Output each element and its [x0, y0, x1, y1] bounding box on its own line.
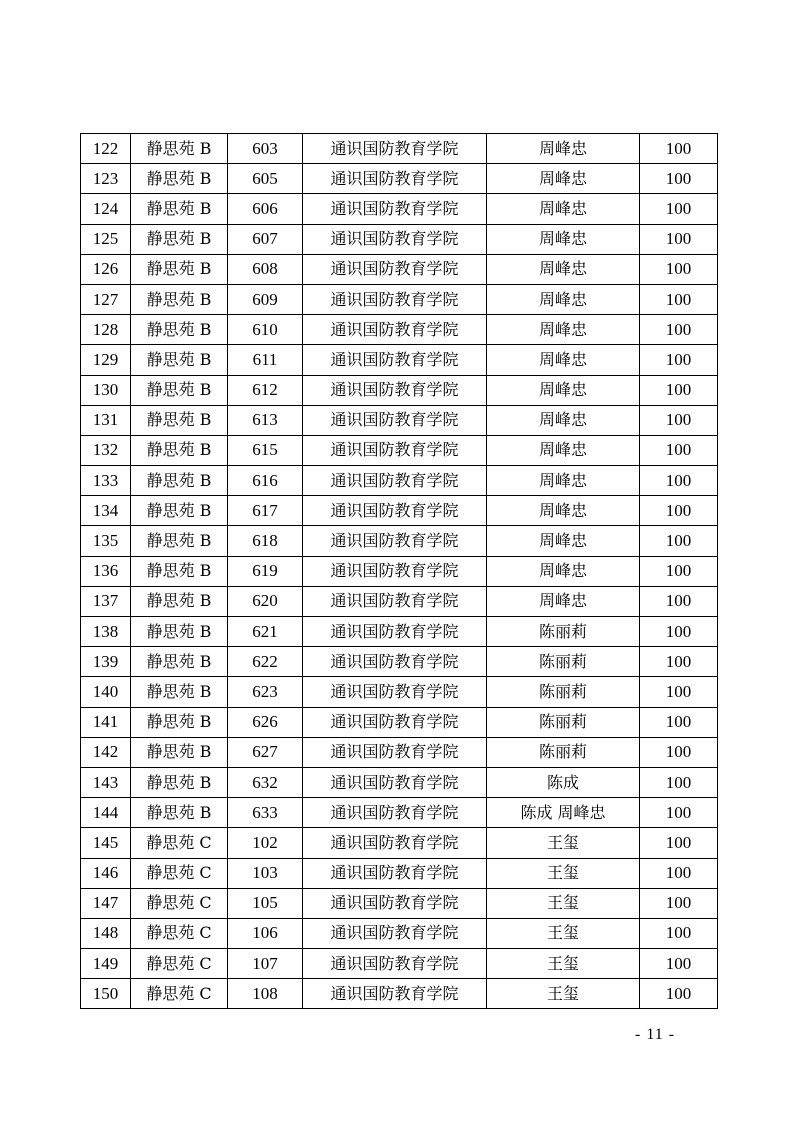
row-index-cell: 128 [81, 315, 131, 345]
score-cell: 100 [640, 707, 718, 737]
college-cell: 通识国防教育学院 [303, 586, 487, 616]
table-row [81, 284, 718, 314]
room-cell: 612 [228, 375, 303, 405]
score-cell: 100 [640, 617, 718, 647]
table-row [81, 315, 718, 345]
college-cell: 通识国防教育学院 [303, 707, 487, 737]
building-cell: 静思苑 B [131, 466, 228, 496]
score-cell: 100 [640, 737, 718, 767]
row-index-cell: 123 [81, 164, 131, 194]
row-index-cell: 148 [81, 918, 131, 948]
person-cell: 陈丽莉 [487, 707, 640, 737]
score-cell: 100 [640, 586, 718, 616]
room-cell: 607 [228, 224, 303, 254]
college-cell: 通识国防教育学院 [303, 254, 487, 284]
person-cell: 周峰忠 [487, 375, 640, 405]
college-cell: 通识国防教育学院 [303, 164, 487, 194]
college-cell: 通识国防教育学院 [303, 617, 487, 647]
row-index-cell: 144 [81, 798, 131, 828]
score-cell: 100 [640, 979, 718, 1009]
person-cell: 周峰忠 [487, 224, 640, 254]
room-cell: 633 [228, 798, 303, 828]
building-cell: 静思苑 B [131, 586, 228, 616]
building-cell: 静思苑 B [131, 375, 228, 405]
college-cell: 通识国防教育学院 [303, 918, 487, 948]
room-cell: 103 [228, 858, 303, 888]
person-cell: 陈丽莉 [487, 617, 640, 647]
row-index-cell: 127 [81, 284, 131, 314]
score-cell: 100 [640, 405, 718, 435]
room-cell: 626 [228, 707, 303, 737]
college-cell: 通识国防教育学院 [303, 858, 487, 888]
score-cell: 100 [640, 435, 718, 465]
row-index-cell: 147 [81, 888, 131, 918]
person-cell: 周峰忠 [487, 194, 640, 224]
row-index-cell: 129 [81, 345, 131, 375]
college-cell: 通识国防教育学院 [303, 284, 487, 314]
person-cell: 周峰忠 [487, 435, 640, 465]
college-cell: 通识国防教育学院 [303, 194, 487, 224]
person-cell: 王玺 [487, 918, 640, 948]
building-cell: 静思苑 B [131, 496, 228, 526]
table-body [81, 134, 718, 1009]
college-cell: 通识国防教育学院 [303, 767, 487, 797]
college-cell: 通识国防教育学院 [303, 496, 487, 526]
score-cell: 100 [640, 466, 718, 496]
room-cell: 622 [228, 647, 303, 677]
score-cell: 100 [640, 858, 718, 888]
row-index-cell: 125 [81, 224, 131, 254]
row-index-cell: 150 [81, 979, 131, 1009]
room-cell: 621 [228, 617, 303, 647]
row-index-cell: 122 [81, 134, 131, 164]
person-cell: 周峰忠 [487, 466, 640, 496]
college-cell: 通识国防教育学院 [303, 435, 487, 465]
building-cell: 静思苑 B [131, 134, 228, 164]
person-cell: 王玺 [487, 858, 640, 888]
building-cell: 静思苑 B [131, 707, 228, 737]
room-cell: 632 [228, 767, 303, 797]
room-cell: 627 [228, 737, 303, 767]
table-row [81, 526, 718, 556]
college-cell: 通识国防教育学院 [303, 224, 487, 254]
room-cell: 610 [228, 315, 303, 345]
building-cell: 静思苑 C [131, 858, 228, 888]
table-row [81, 707, 718, 737]
table-row [81, 767, 718, 797]
building-cell: 静思苑 B [131, 284, 228, 314]
college-cell: 通识国防教育学院 [303, 737, 487, 767]
college-cell: 通识国防教育学院 [303, 526, 487, 556]
building-cell: 静思苑 C [131, 828, 228, 858]
score-cell: 100 [640, 254, 718, 284]
person-cell: 周峰忠 [487, 556, 640, 586]
table-row [81, 586, 718, 616]
table-row [81, 224, 718, 254]
table-row [81, 888, 718, 918]
room-cell: 620 [228, 586, 303, 616]
person-cell: 周峰忠 [487, 526, 640, 556]
score-cell: 100 [640, 647, 718, 677]
room-cell: 616 [228, 466, 303, 496]
table-row [81, 979, 718, 1009]
college-cell: 通识国防教育学院 [303, 375, 487, 405]
room-cell: 623 [228, 677, 303, 707]
row-index-cell: 131 [81, 405, 131, 435]
room-cell: 617 [228, 496, 303, 526]
college-cell: 通识国防教育学院 [303, 677, 487, 707]
college-cell: 通识国防教育学院 [303, 466, 487, 496]
table-row [81, 617, 718, 647]
room-cell: 611 [228, 345, 303, 375]
score-cell: 100 [640, 284, 718, 314]
college-cell: 通识国防教育学院 [303, 828, 487, 858]
building-cell: 静思苑 B [131, 556, 228, 586]
person-cell: 陈成 [487, 767, 640, 797]
building-cell: 静思苑 B [131, 164, 228, 194]
row-index-cell: 143 [81, 767, 131, 797]
room-cell: 102 [228, 828, 303, 858]
building-cell: 静思苑 B [131, 194, 228, 224]
person-cell: 周峰忠 [487, 586, 640, 616]
row-index-cell: 135 [81, 526, 131, 556]
table-row [81, 556, 718, 586]
table-row [81, 828, 718, 858]
row-index-cell: 137 [81, 586, 131, 616]
person-cell: 周峰忠 [487, 496, 640, 526]
person-cell: 周峰忠 [487, 405, 640, 435]
table-row [81, 496, 718, 526]
room-cell: 608 [228, 254, 303, 284]
building-cell: 静思苑 C [131, 918, 228, 948]
table-row [81, 677, 718, 707]
score-cell: 100 [640, 798, 718, 828]
college-cell: 通识国防教育学院 [303, 315, 487, 345]
building-cell: 静思苑 B [131, 737, 228, 767]
score-cell: 100 [640, 134, 718, 164]
room-cell: 605 [228, 164, 303, 194]
table-row [81, 405, 718, 435]
row-index-cell: 140 [81, 677, 131, 707]
room-cell: 619 [228, 556, 303, 586]
row-index-cell: 124 [81, 194, 131, 224]
person-cell: 陈丽莉 [487, 677, 640, 707]
room-cell: 107 [228, 949, 303, 979]
college-cell: 通识国防教育学院 [303, 798, 487, 828]
score-cell: 100 [640, 315, 718, 345]
person-cell: 周峰忠 [487, 254, 640, 284]
building-cell: 静思苑 B [131, 315, 228, 345]
room-cell: 106 [228, 918, 303, 948]
person-cell: 王玺 [487, 979, 640, 1009]
person-cell: 周峰忠 [487, 164, 640, 194]
building-cell: 静思苑 B [131, 526, 228, 556]
table-row [81, 466, 718, 496]
row-index-cell: 138 [81, 617, 131, 647]
table-row [81, 647, 718, 677]
building-cell: 静思苑 B [131, 767, 228, 797]
college-cell: 通识国防教育学院 [303, 979, 487, 1009]
score-cell: 100 [640, 194, 718, 224]
score-cell: 100 [640, 828, 718, 858]
person-cell: 陈丽莉 [487, 647, 640, 677]
score-cell: 100 [640, 918, 718, 948]
score-cell: 100 [640, 556, 718, 586]
person-cell: 陈成 周峰忠 [487, 798, 640, 828]
person-cell: 王玺 [487, 888, 640, 918]
row-index-cell: 146 [81, 858, 131, 888]
building-cell: 静思苑 B [131, 345, 228, 375]
score-cell: 100 [640, 677, 718, 707]
score-cell: 100 [640, 496, 718, 526]
table-row [81, 918, 718, 948]
row-index-cell: 126 [81, 254, 131, 284]
college-cell: 通识国防教育学院 [303, 949, 487, 979]
table-row [81, 435, 718, 465]
room-cell: 609 [228, 284, 303, 314]
score-cell: 100 [640, 164, 718, 194]
table-row [81, 737, 718, 767]
row-index-cell: 134 [81, 496, 131, 526]
building-cell: 静思苑 B [131, 224, 228, 254]
table-row [81, 858, 718, 888]
row-index-cell: 130 [81, 375, 131, 405]
table-row [81, 254, 718, 284]
room-cell: 615 [228, 435, 303, 465]
score-cell: 100 [640, 888, 718, 918]
score-cell: 100 [640, 224, 718, 254]
college-cell: 通识国防教育学院 [303, 647, 487, 677]
table-row [81, 375, 718, 405]
room-cell: 108 [228, 979, 303, 1009]
room-cell: 603 [228, 134, 303, 164]
building-cell: 静思苑 B [131, 435, 228, 465]
row-index-cell: 139 [81, 647, 131, 677]
college-cell: 通识国防教育学院 [303, 405, 487, 435]
building-cell: 静思苑 B [131, 254, 228, 284]
room-cell: 618 [228, 526, 303, 556]
building-cell: 静思苑 B [131, 677, 228, 707]
person-cell: 王玺 [487, 828, 640, 858]
building-cell: 静思苑 C [131, 888, 228, 918]
person-cell: 王玺 [487, 949, 640, 979]
room-cell: 105 [228, 888, 303, 918]
room-cell: 613 [228, 405, 303, 435]
table-row [81, 194, 718, 224]
score-cell: 100 [640, 949, 718, 979]
row-index-cell: 133 [81, 466, 131, 496]
building-cell: 静思苑 C [131, 979, 228, 1009]
row-index-cell: 145 [81, 828, 131, 858]
building-cell: 静思苑 B [131, 405, 228, 435]
room-cell: 606 [228, 194, 303, 224]
row-index-cell: 132 [81, 435, 131, 465]
row-index-cell: 141 [81, 707, 131, 737]
person-cell: 周峰忠 [487, 315, 640, 345]
person-cell: 陈丽莉 [487, 737, 640, 767]
person-cell: 周峰忠 [487, 284, 640, 314]
college-cell: 通识国防教育学院 [303, 556, 487, 586]
person-cell: 周峰忠 [487, 134, 640, 164]
table-row [81, 345, 718, 375]
row-index-cell: 149 [81, 949, 131, 979]
dorm-score-table [80, 133, 718, 1009]
building-cell: 静思苑 B [131, 617, 228, 647]
building-cell: 静思苑 B [131, 798, 228, 828]
row-index-cell: 136 [81, 556, 131, 586]
score-cell: 100 [640, 345, 718, 375]
building-cell: 静思苑 B [131, 647, 228, 677]
table-row [81, 798, 718, 828]
score-cell: 100 [640, 767, 718, 797]
person-cell: 周峰忠 [487, 345, 640, 375]
score-cell: 100 [640, 526, 718, 556]
college-cell: 通识国防教育学院 [303, 345, 487, 375]
page-number: - 11 - [635, 1026, 676, 1043]
score-cell: 100 [640, 375, 718, 405]
college-cell: 通识国防教育学院 [303, 134, 487, 164]
table-row [81, 949, 718, 979]
row-index-cell: 142 [81, 737, 131, 767]
table-row [81, 164, 718, 194]
building-cell: 静思苑 C [131, 949, 228, 979]
table-row [81, 134, 718, 164]
college-cell: 通识国防教育学院 [303, 888, 487, 918]
